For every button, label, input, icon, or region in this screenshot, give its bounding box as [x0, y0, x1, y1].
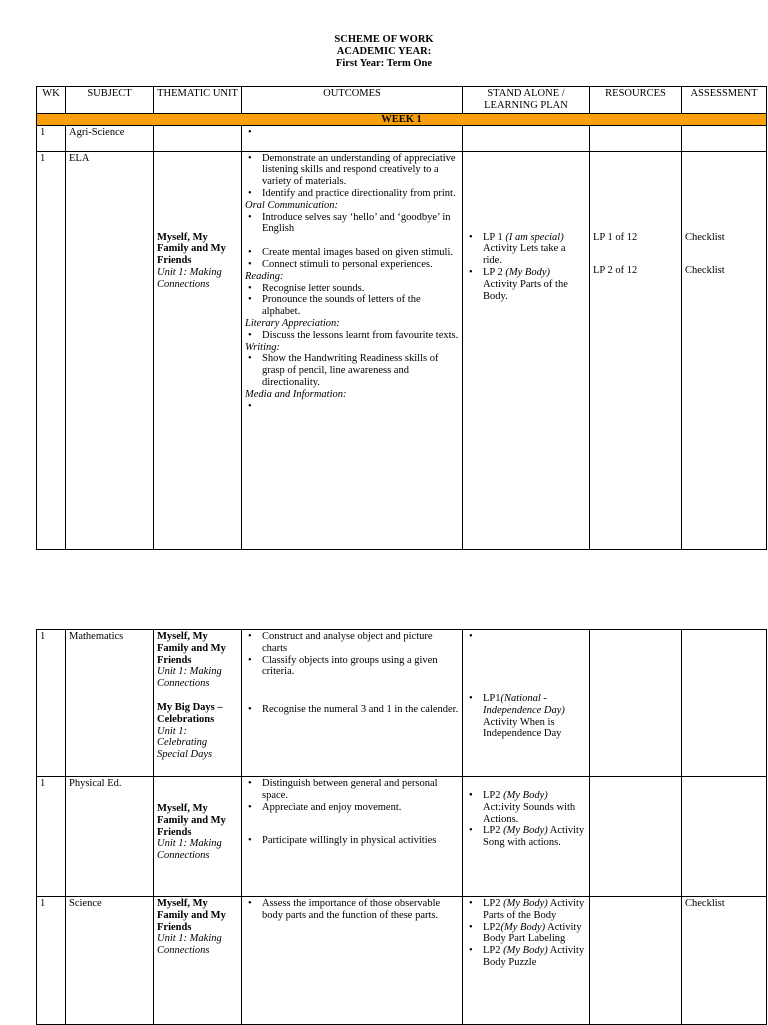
wk-cell: 1 — [37, 151, 66, 549]
outcome-item: • Introduce selves say ‘hello’ and ‘goodbye’ in English — [262, 212, 459, 236]
lp-item: • LP1(National - Independence Day) Activity When is Independence Day — [483, 693, 586, 740]
table-row — [37, 630, 767, 777]
assessment-item: Checklist — [685, 898, 725, 909]
wk-cell: 1 — [37, 897, 66, 1025]
lp-item: • LP 2 (My Body) Activity Parts of the Body. — [483, 267, 586, 302]
outcomes-cell — [242, 151, 463, 549]
outcome-item: • Recognise the numeral 3 and 1 in the calender. — [262, 704, 459, 716]
col-resources: RESOURCES — [590, 87, 682, 114]
outcome-item: • Discuss the lessons learnt from favourite texts. — [262, 330, 459, 342]
lp-cell — [463, 777, 590, 897]
wk-cell: 1 — [37, 630, 66, 777]
assessment-cell — [682, 151, 767, 549]
category-label: Writing: — [245, 341, 281, 353]
scheme-table-2 — [36, 629, 767, 1025]
subject-cell: ELA — [66, 151, 154, 549]
outcome-item: • Pronounce the sounds of letters of the alphabet. — [262, 294, 459, 318]
resources-cell — [590, 897, 682, 1025]
outcomes-cell — [242, 777, 463, 897]
thematic-title: Myself, My Family and My Friends — [157, 231, 226, 267]
assessment-item: Checklist — [685, 265, 725, 277]
unit-cell — [154, 777, 242, 897]
outcome-item: • Appreciate and enjoy movement. — [262, 802, 459, 814]
category-label: Reading: — [245, 270, 284, 282]
lp-item: • LP2 (My Body) Activity Song with actions. — [483, 825, 586, 849]
unit-title: Unit 1: Making Connections — [157, 838, 222, 862]
lp-item: • LP2(My Body) Activity Body Part Labeling — [483, 922, 586, 946]
header-row — [37, 87, 767, 114]
outcomes-cell — [242, 897, 463, 1025]
outcome-item: • Create mental images based on given stimuli. — [262, 247, 459, 259]
week-row — [37, 113, 767, 125]
unit-title: Unit 1: Making Connections — [157, 933, 222, 957]
outcome-item: • Show the Handwriting Readiness skills of grasp of pencil, line awareness and directionality. — [262, 353, 459, 388]
assessment-cell — [682, 777, 767, 897]
resources-cell — [590, 151, 682, 549]
col-thematic-unit: THEMATIC UNIT — [154, 87, 242, 114]
unit-cell — [154, 897, 242, 1025]
table-row — [37, 151, 767, 549]
assessment-item: Checklist — [685, 231, 725, 243]
lp-cell — [463, 630, 590, 777]
outcome-item: • Recognise letter sounds. — [262, 283, 459, 295]
subject-cell: Mathematics — [66, 630, 154, 777]
col-assessment: ASSESSMENT — [682, 87, 767, 114]
unit-title: Unit 1: Making Connections — [157, 666, 222, 690]
col-learning-plan: STAND ALONE / LEARNING PLAN — [463, 87, 590, 114]
outcomes-cell — [242, 630, 463, 777]
outcome-item: • Distinguish between general and personal space. — [262, 778, 459, 802]
lp-item: • LP 1 (I am special) Activity Lets take a ride. — [483, 232, 586, 267]
lp-cell — [463, 151, 590, 549]
unit-title: Unit 1: Making Connections — [157, 266, 222, 290]
lp-item: • LP2 (My Body) Act:ivity Sounds with Actions. — [483, 790, 586, 825]
resource-item: LP 2 of 12 — [593, 265, 638, 277]
lp-cell — [463, 897, 590, 1025]
academic-year: ACADEMIC YEAR: — [336, 46, 432, 57]
term-label: First Year: Term One — [335, 58, 433, 69]
lp-item: • LP2 (My Body) Activity Body Puzzle — [483, 945, 586, 969]
outcome-item: • Classify objects into groups using a given criteria. — [262, 655, 459, 679]
thematic-title: Myself, My Family and My Friends — [157, 631, 226, 666]
outcome-item: • Connect stimuli to personal experiences. — [262, 259, 459, 271]
resources-cell — [590, 125, 682, 151]
col-subject: SUBJECT — [66, 87, 154, 114]
unit-cell — [154, 125, 242, 151]
doc-title: SCHEME OF WORK — [334, 34, 434, 45]
thematic-title: My Big Days – Celebrations — [157, 701, 223, 725]
subject-cell: Physical Ed. — [66, 777, 154, 897]
resources-cell — [590, 777, 682, 897]
wk-cell: 1 — [37, 125, 66, 151]
lp-cell — [463, 125, 590, 151]
thematic-title: Myself, My Family and My Friends — [157, 803, 226, 838]
outcome-item: • Demonstrate an understanding of appreciative listening skills and respond creatively to a variety of materials. — [262, 153, 459, 188]
unit-cell — [154, 630, 242, 777]
subject-cell: Agri-Science — [66, 125, 154, 151]
resource-item: LP 1 of 12 — [593, 231, 638, 243]
col-outcomes: OUTCOMES — [242, 87, 463, 114]
category-label: Literary Appreciation: — [245, 317, 340, 329]
col-wk: WK — [37, 87, 66, 114]
table-row — [37, 125, 767, 151]
thematic-title: Myself, My Family and My Friends — [157, 898, 226, 933]
outcome-item: • Construct and analyse object and picture charts — [262, 631, 459, 655]
lp-item: • LP2 (My Body) Activity Parts of the Body — [483, 898, 586, 922]
outcomes-cell — [242, 125, 463, 151]
document-header — [0, 34, 768, 70]
category-label: Media and Information: — [245, 388, 347, 400]
assessment-cell — [682, 630, 767, 777]
table-row — [37, 897, 767, 1025]
assessment-cell — [682, 125, 767, 151]
unit-title: Unit 1: Celebrating Special Days — [157, 725, 213, 761]
assessment-cell — [682, 897, 767, 1025]
outcome-item: • Assess the importance of those observable body parts and the function of these parts. — [262, 898, 459, 922]
table-row — [37, 777, 767, 897]
scheme-table-1 — [36, 86, 767, 550]
outcome-item: • Identify and practice directionality from print. — [262, 188, 459, 200]
resources-cell — [590, 630, 682, 777]
unit-cell — [154, 151, 242, 549]
week-label: WEEK 1 — [37, 113, 767, 125]
wk-cell: 1 — [37, 777, 66, 897]
subject-cell: Science — [66, 897, 154, 1025]
outcome-item: • Participate willingly in physical activities — [262, 835, 459, 847]
category-label: Oral Communication: — [245, 199, 339, 211]
